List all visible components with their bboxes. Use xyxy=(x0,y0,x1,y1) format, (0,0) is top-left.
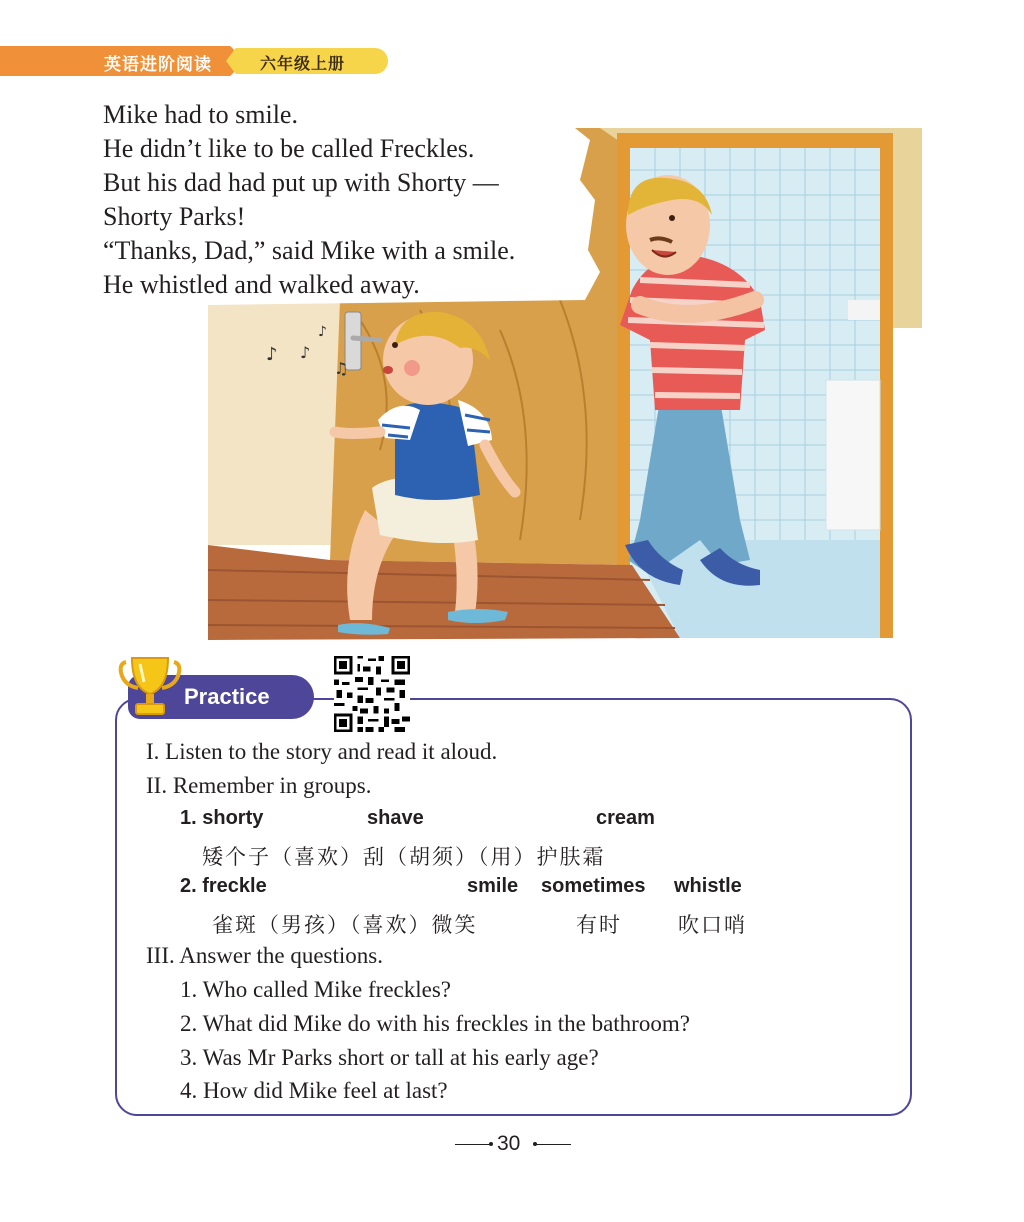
story-line: He whistled and walked away. xyxy=(103,270,420,299)
group2-meaning-3: 吹口哨 xyxy=(678,913,747,937)
section-2-heading: II. Remember in groups. xyxy=(146,773,372,798)
svg-text:♫: ♫ xyxy=(334,359,349,378)
story-line: “Thanks, Dad,” said Mike with a smile. xyxy=(103,236,516,265)
group2-word-freckle: 2. freckle xyxy=(180,875,267,897)
page-number: 30 xyxy=(497,1132,521,1155)
group1-word-cream: cream xyxy=(596,807,655,829)
story-line: Mike had to smile. xyxy=(103,100,298,129)
footer-rule-right xyxy=(535,1144,571,1145)
section-3-heading: III. Answer the questions. xyxy=(146,943,383,968)
group2-meaning-2: 有时 xyxy=(576,913,622,937)
svg-text:♪: ♪ xyxy=(318,324,327,340)
section-1-heading: I. Listen to the story and read it aloud. xyxy=(146,739,498,764)
question-item: 1. Who called Mike freckles? xyxy=(180,977,451,1002)
story-line: But his dad had put up with Shorty — xyxy=(103,168,499,197)
question-item: 2. What did Mike do with his freckles in the bathroom? xyxy=(180,1011,690,1036)
group2-word-whistle: whistle xyxy=(674,875,742,897)
question-item: 3. Was Mr Parks short or tall at his early age? xyxy=(180,1045,599,1070)
grade-label: 六年级上册 xyxy=(260,54,346,73)
group1-word-shave: shave xyxy=(367,807,424,829)
group2-word-sometimes: sometimes xyxy=(541,875,646,897)
story-text xyxy=(103,98,583,302)
svg-text:♪: ♪ xyxy=(266,344,278,365)
group2-meaning-1: 雀斑（男孩）（喜欢）微笑 xyxy=(212,913,478,937)
series-title: 英语进阶阅读 xyxy=(104,55,212,75)
group1-meaning: 矮个子（喜欢）刮（胡须）（用）护肤霜 xyxy=(202,845,606,869)
qr-code-icon[interactable] xyxy=(332,656,412,732)
group2-word-smile: smile xyxy=(467,875,519,897)
footer-rule-left xyxy=(455,1144,491,1145)
svg-text:♪: ♪ xyxy=(300,343,311,362)
story-line: Shorty Parks! xyxy=(103,202,246,231)
practice-title: Practice xyxy=(184,684,270,709)
page-number-footer xyxy=(455,1132,571,1156)
footer-dot-left xyxy=(489,1142,493,1146)
question-item: 4. How did Mike feel at last? xyxy=(180,1078,448,1103)
trophy-icon xyxy=(118,652,182,718)
story-line: He didn’t like to be called Freckles. xyxy=(103,134,475,163)
group1-word-shorty: 1. shorty xyxy=(180,807,264,829)
